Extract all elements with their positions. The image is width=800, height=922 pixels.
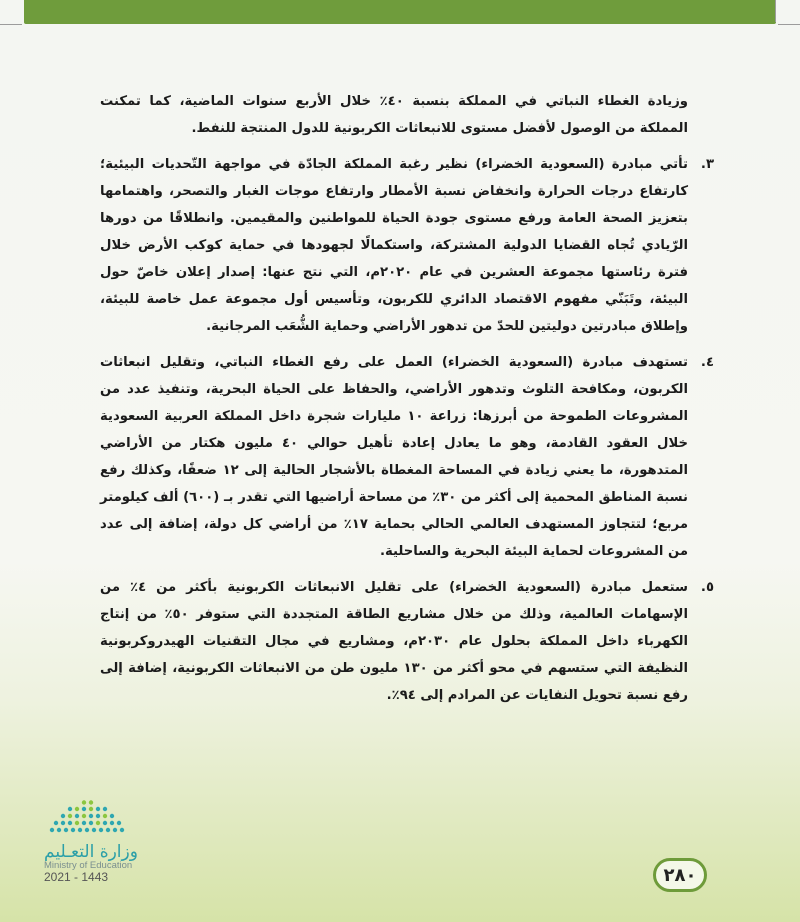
ministry-name-english: Ministry of Education [44,860,133,871]
crop-mark-right [778,24,800,25]
list-item [100,574,714,709]
edition-year: 2021 - 1443 [44,870,109,884]
item-text: ستعمل مبادرة (السعودية الخضراء) على تقليل الانبعاثات الكربونية بأكثر من ٤٪ من الإسهامات العالمية، وذلك من خلال مشاريع الطاقة المتجددة التي ستوفر ٥٠٪ من إنتاج الكهرباء داخل المملكة بحلول عام ٢٠٣٠م، ومشاريع في مجال التقنيات الهيدروكربونية النظيفة التي ستسهم في محو أكثر من ١٣٠ مليون طن من الانبعاثات الكربونية، إضافة إلى رفع نسبة تحويل النفايات عن المرادم إلى ٩٤٪. [100,580,688,703]
crop-mark-right-vertical [775,0,776,22]
item-text: تأتي مبادرة (السعودية الخضراء) نظير رغبة المملكة الجادّة في مواجهة التّحديات البيئية؛ كارتفاع درجات الحرارة وانخفاض نسبة الأمطار وارتفاع موجات الغبار والتصحر، واهتمامها بتعزيز الصحة العامة ورفع مستوى جودة الحياة للمواطنين والمقيمين. وانطلاقًا من دورها الرّيادي تُجاه القضايا الدولية المشتركة، واستكمالًا لجهودها في حماية كوكب الأرض خلال فترة رئاستها مجموعة العشرين في عام ٢٠٢٠م، التي نتج عنها: إصدار إعلان خاصّ حول البيئة، وتَبَنّي مفهوم الاقتصاد الدائري للكربون، وتأسيس أول مجموعة عمل خاصة للبيئة، وإطلاق مبادرتين دوليتين للحدّ من تدهور الأراضي وحماية الشُّعَب المرجانية. [100,157,688,334]
page-content [100,88,714,709]
item-text: تستهدف مبادرة (السعودية الخضراء) العمل على رفع الغطاء النباتي، وتقليل انبعاثات الكربون، ومكافحة التلوث وتدهور الأراضي، والحفاظ على الحياة البحرية، وتنفيذ عدد من المشروعات الطموحة من أبرزها: زراعة ١٠ مليارات شجرة داخل المملكة العربية السعودية خلال العقود القادمة، وهو ما يعادل إعادة تأهيل حوالي ٤٠ مليون هكتار من الأراضي المتدهورة، ما يعني زيادة في المساحة المغطاة بالأشجار الحالية إلى ١٢ ضعفًا، وكذلك رفع نسبة المناطق المحمية إلى أكثر من ٣٠٪ من مساحة أراضيها التي تقدر بـ (٦٠٠) ألف كيلومتر مربع؛ لتتجاوز المستهدف العالمي الحالي بحماية ١٧٪ من أراضي كل دولة، إضافة إلى عدد من المشروعات لحماية البيئة البحرية والساحلية. [100,355,689,559]
crop-mark-left [0,24,22,25]
page-number: ٢٨٠ [653,858,707,892]
item-number: ٥. [700,580,714,595]
list-item [100,349,714,565]
ministry-logo [44,800,184,871]
item-number: ٣. [700,157,714,172]
ministry-name-arabic: وزارة التعـليم [44,842,138,862]
item-number: ٤. [700,355,714,370]
ministry-logo-dots-icon [44,800,134,840]
list-item [100,151,714,340]
top-green-band [24,0,776,24]
intro-paragraph: وزيادة الغطاء النباتي في المملكة بنسبة ٤٠٪ خلال الأربع سنوات الماضية، كما تمكنت المملكة من الوصول لأفضل مستوى للانبعاثات الكربونية للدول المنتجة للنفط. [100,94,688,136]
